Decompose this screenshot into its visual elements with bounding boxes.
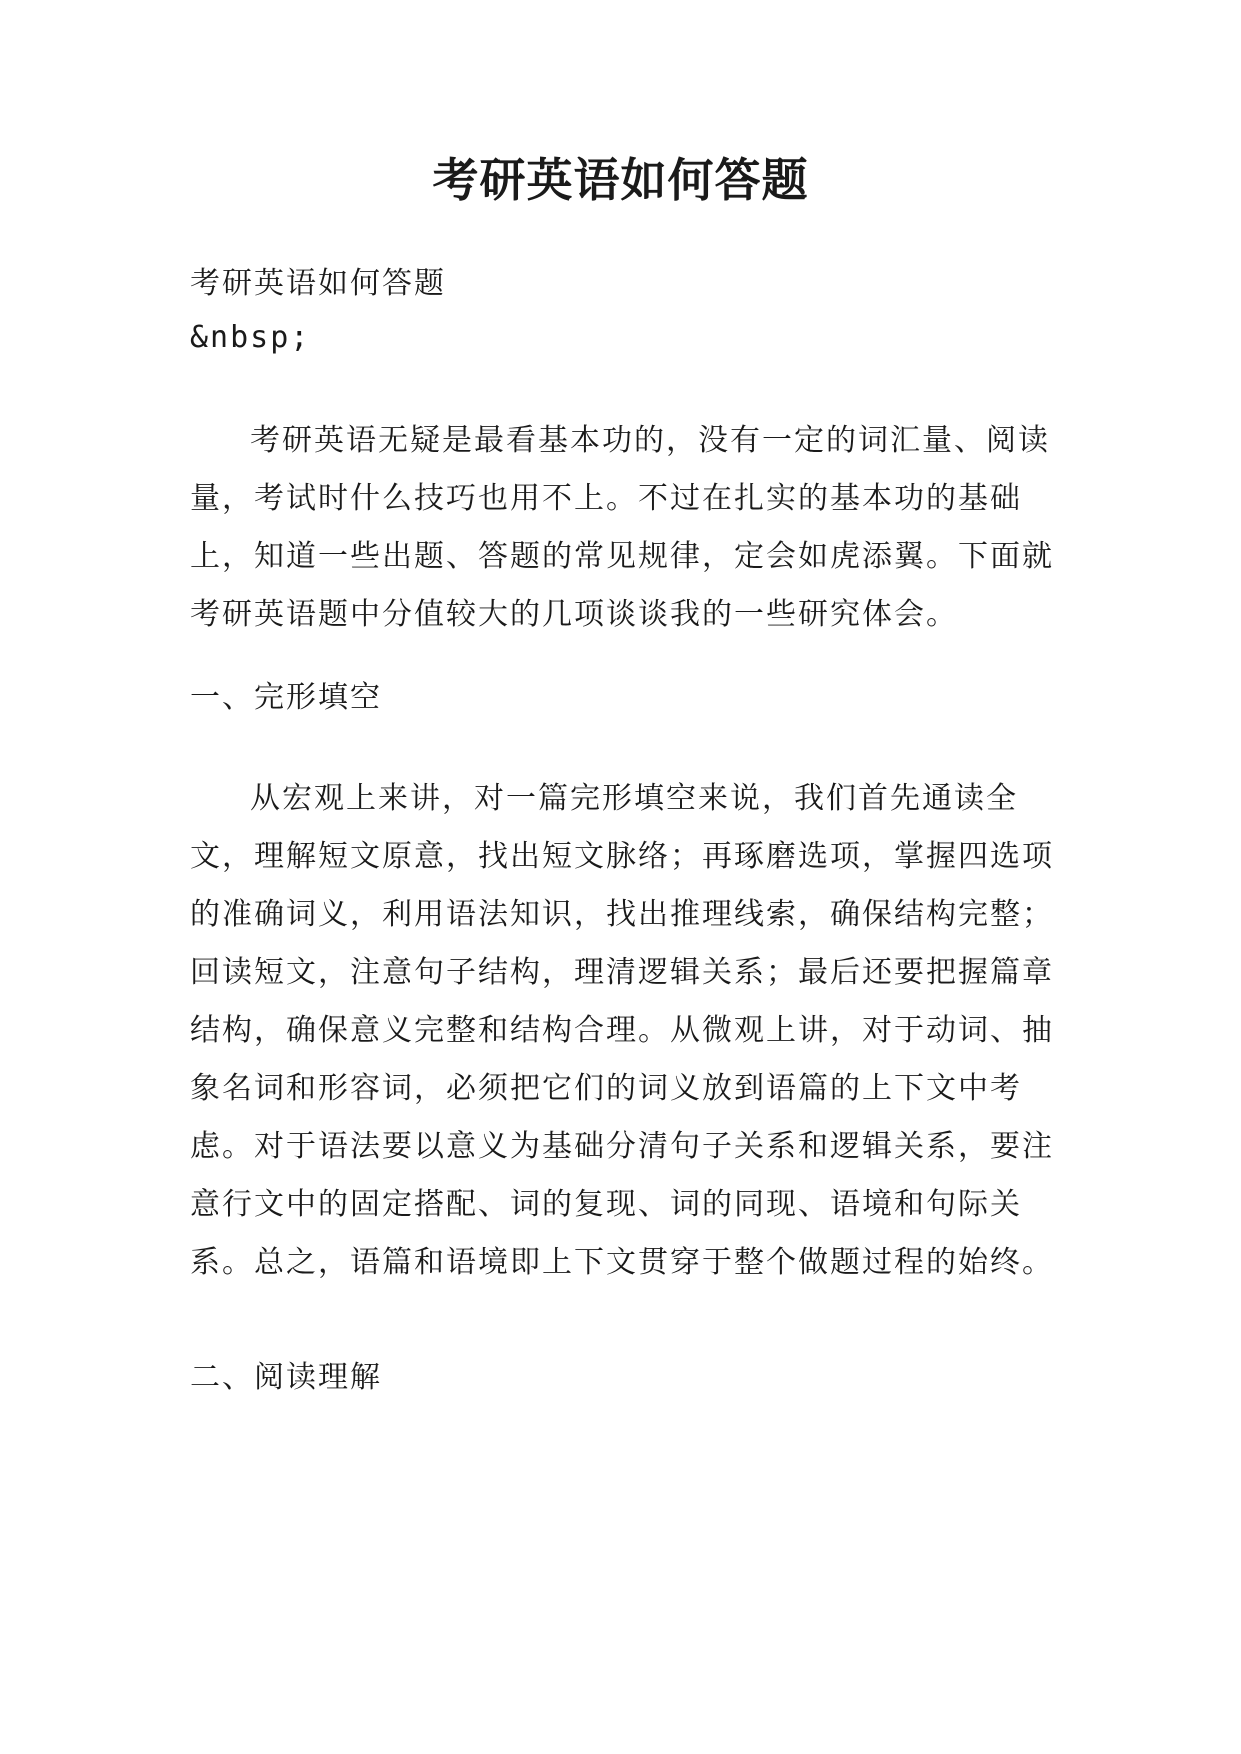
intro-paragraph: 考研英语无疑是最看基本功的，没有一定的词汇量、阅读量，考试时什么技巧也用不上。不过在扎实的基本功的基础上，知道一些出题、答题的常见规律，定会如虎添翼。下面就考研英语题中分值较大的几项谈谈我的一些研究体会。: [190, 423, 1054, 632]
section-heading-reading: 二、阅读理解: [190, 1360, 382, 1395]
intro-paragraph-block: [190, 412, 1065, 644]
nbsp-line: &nbsp;: [190, 320, 311, 355]
document-title: 考研英语如何答题: [432, 153, 809, 207]
section-heading-cloze: 一、完形填空: [190, 680, 382, 715]
cloze-paragraph-block: [190, 770, 1065, 1292]
cloze-paragraph: 从宏观上来讲，对一篇完形填空来说，我们首先通读全文，理解短文原意，找出短文脉络；再琢磨选项，掌握四选项的准确词义，利用语法知识，找出推理线索，确保结构完整；回读短文，注意句子结构，理清逻辑关系；最后还要把握篇章结构，确保意义完整和结构合理。从微观上讲，对于动词、抽象名词和形容词，必须把它们的词义放到语篇的上下文中考虑。对于语法要以意义为基础分清句子关系和逻辑关系，要注意行文中的固定搭配、词的复现、词的同现、语境和句际关系。总之，语篇和语境即上下文贯穿于整个做题过程的始终。: [190, 781, 1054, 1280]
subtitle-line: 考研英语如何答题: [190, 266, 446, 301]
